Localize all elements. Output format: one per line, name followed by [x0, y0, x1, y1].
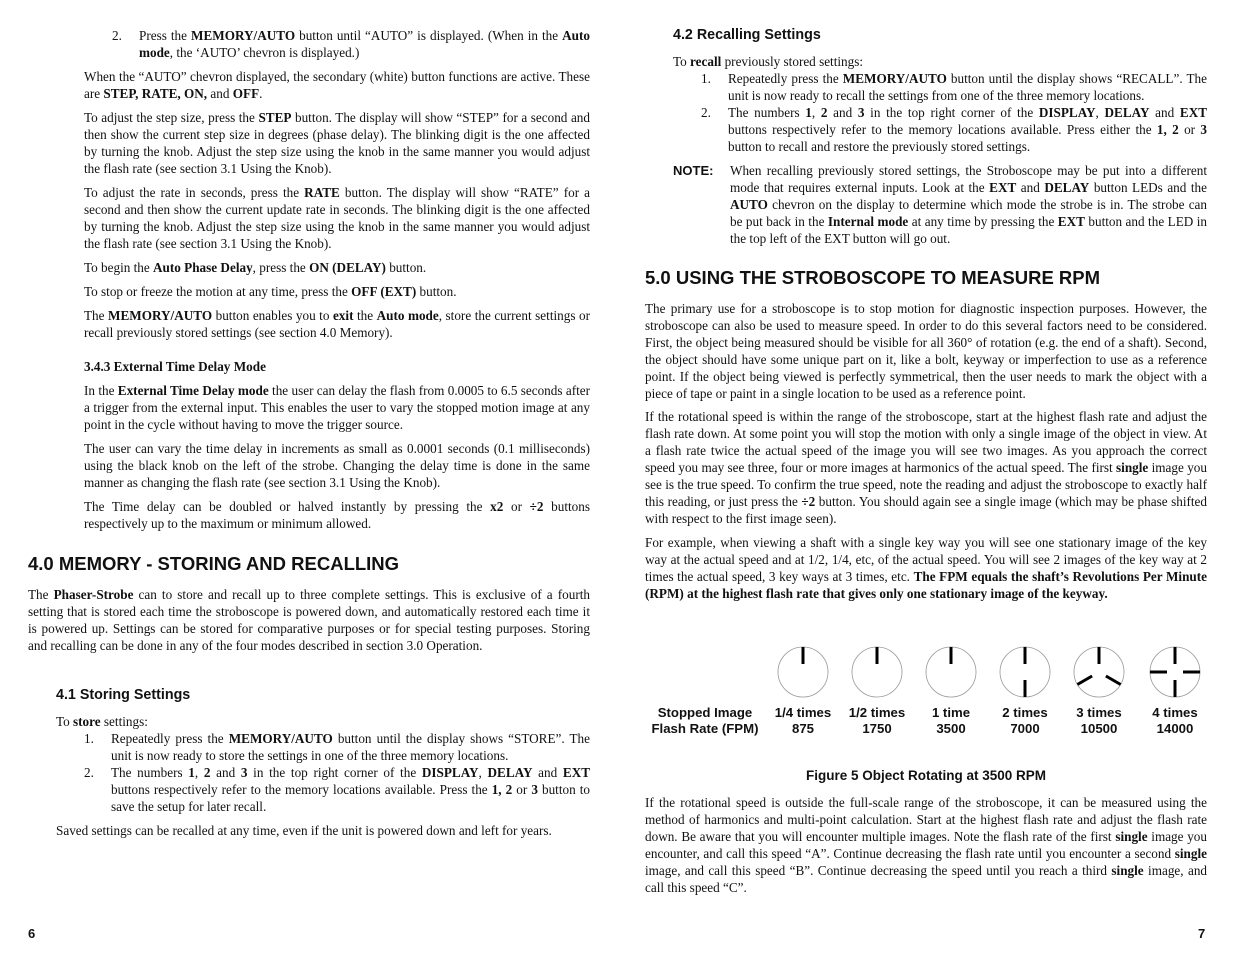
figure-label-line1: 1 time — [931, 705, 971, 720]
shaft-single-keyway-icon — [776, 645, 830, 699]
paragraph: When the “AUTO” chevron displayed, the secondary (white) button functions are active. These are STEP, RATE, ON, and OFF. — [84, 69, 590, 101]
paragraph: If the rotational speed is outside the full-scale range of the stroboscope, it can be measured using the method of harmonics and multi-point calculation. Start at the highest flash rate and adjust the flash rate down. Be aware that you will encounter multiple images. Note the flash rate of the first single image you encounter, and call this speed “A”. Continue decreasing the flash rate until you encounter a second single image, and call this speed “B”. Continue decreasing the speed until you reach a third single image, and call this speed “C”. — [645, 795, 1208, 895]
figure-label-line2: 875 — [791, 721, 814, 736]
section-heading-4-0: 4.0 MEMORY - STORING AND RECALLING — [28, 553, 400, 574]
figure-label-line1: Stopped Image — [657, 705, 753, 720]
figure-label-line2: 7000 — [1010, 721, 1040, 736]
section-heading-4-1: 4.1 Storing Settings — [56, 687, 191, 703]
paragraph: To store settings: — [56, 714, 148, 729]
figure-label-line2: 1750 — [862, 721, 892, 736]
list-number: 1. — [701, 71, 711, 86]
page-number-right: 7 — [1198, 926, 1206, 941]
shaft-four-keyways-icon — [1148, 645, 1202, 699]
figure-label-line2: 14000 — [1156, 721, 1194, 736]
shaft-single-keyway-icon — [924, 645, 978, 699]
list-number: 2. — [112, 28, 122, 43]
figure-label-line1: 1/2 times — [848, 705, 906, 720]
section-heading-4-2: 4.2 Recalling Settings — [673, 27, 821, 43]
paragraph: The Phaser-Strobe can to store and recall up to three complete settings. This is exclusive of a fourth setting that is stored each time the stroboscope is powered down, and automatically restored each time it is powered up. Settings can be stored for comparative purposes or for special testing purposes. Storing and recalling can be done in any of the four modes described in section 3.0 Operation. — [28, 587, 590, 653]
list-text: Repeatedly press the MEMORY/AUTO button until the display shows “RECALL”. The unit is now ready to recall the settings from one of the three memory locations. — [728, 71, 1207, 103]
paragraph: Saved settings can be recalled at any time, even if the unit is powered down and left for years. — [56, 823, 552, 838]
paragraph: In the External Time Delay mode the user can delay the flash from 0.0005 to 6.5 seconds after a trigger from the external input. This enables the user to vary the stopped motion image at any point in the cycle without having to move the trigger source. — [84, 383, 590, 432]
shaft-three-keyways-icon — [1072, 645, 1126, 699]
figure-caption: Figure 5 Object Rotating at 3500 RPM — [805, 768, 1047, 783]
paragraph: To adjust the step size, press the STEP button. The display will show “STEP” for a second and then show the current step size in degrees (phase delay). The blinking digit is the one affected by turning the knob. Adjust the step size using the knob in the same manner you would adjust the flash rate (see section 3.1 Using the Knob). — [84, 110, 590, 176]
figure-label-line2: 3500 — [936, 721, 966, 736]
shaft-single-keyway-icon — [850, 645, 904, 699]
paragraph: The primary use for a stroboscope is to stop motion for diagnostic inspection purposes. However, the stroboscope can also be used to measure speed. In order to do this several factors need to be considered. First, the object being measured should be visible for all 360° of rotation (e.g. the end of a shaft). Second, the object should have some unique part on it, like a bolt, keyway or imperfection to use as a reference point. If the object being viewed is perfectly symmetrical, then the user needs to mark the object with a piece of tape or paint in a single location to be used as a reference point. — [645, 301, 1207, 401]
paragraph: To stop or freeze the motion at any time, press the OFF (EXT) button. — [84, 284, 457, 299]
figure-item-four — [1130, 645, 1220, 737]
store-step-2 — [84, 764, 590, 815]
figure-label-line2: 10500 — [1080, 721, 1118, 736]
store-step-1 — [84, 730, 590, 764]
figure-5 — [645, 645, 1207, 740]
paragraph: The MEMORY/AUTO button enables you to exit the Auto mode, store the current settings or recall previously stored settings (see section 4.0 Memory). — [84, 308, 590, 340]
section-heading-5-0: 5.0 USING THE STROBOSCOPE TO MEASURE RPM — [645, 267, 1101, 288]
section-heading-3-4-3: 3.4.3 External Time Delay Mode — [84, 359, 266, 374]
note-text: When recalling previously stored settings, the Stroboscope may be put into a different mode that requires external inputs. Look at the EXT and DELAY button LEDs and the AUTO chevron on the display to determine which mode the strobe is in. The strobe can be put back in the Internal mode at any time by pressing the EXT button and the LED in the top left of the EXT button will go out. — [730, 163, 1208, 246]
auto-step-2 — [112, 27, 590, 61]
list-number: 2. — [84, 765, 94, 780]
figure-label-line2: Flash Rate (FPM) — [651, 721, 759, 736]
paragraph: The Time delay can be doubled or halved instantly by pressing the x2 or ÷2 buttons respectively up to the maximum or minimum allowed. — [84, 499, 590, 531]
list-text: Press the MEMORY/AUTO button until “AUTO” is displayed. (When in the Auto mode, the ‘AUTO’ chevron is displayed.) — [139, 28, 590, 60]
list-number: 2. — [701, 105, 711, 120]
paragraph: To begin the Auto Phase Delay, press the ON (DELAY) button. — [84, 260, 427, 275]
figure-label-line1: 2 times — [1002, 705, 1048, 720]
page-number-left: 6 — [28, 926, 36, 941]
paragraph: The user can vary the time delay in increments as small as 0.0001 seconds (0.1 milliseconds) using the black knob on the left of the strobe. Changing the delay time is done in the same manner as changing the flash rate (see section 3.1 Using the Knob). — [84, 441, 590, 490]
list-text: The numbers 1, 2 and 3 in the top right corner of the DISPLAY, DELAY and EXT buttons respectively refer to the memory locations available. Press either the 1, 2 or 3 button to recall and restore the previously stored settings. — [728, 105, 1208, 154]
figure-label-line1: 3 times — [1076, 705, 1122, 720]
recall-step-2 — [701, 104, 1207, 155]
note-block — [673, 162, 1207, 247]
figure-label-line1: 1/4 times — [774, 705, 832, 720]
list-number: 1. — [84, 731, 94, 746]
list-text: The numbers 1, 2 and 3 in the top right corner of the DISPLAY, DELAY and EXT buttons respectively refer to the memory locations available. Press the 1, 2 or 3 button to save the setup for later recall. — [111, 765, 591, 814]
shaft-two-keyways-icon — [998, 645, 1052, 699]
note-label: NOTE: — [673, 163, 714, 178]
paragraph: If the rotational speed is within the range of the stroboscope, start at the highest flash rate and adjust the flash rate down. At some point you will stop the motion with only a single image of the object in view. At a flash rate twice the actual speed of the image you will see two images. As you approach the correct speed you may see three, four or more images at harmonics of the actual speed. The first single image you see is the true speed. To confirm the true speed, note the reading and adjust the stroboscope to exactly half this reading, or just press the ÷2 button. You should again see a single image (which may be phase shifted with respect to the first image seen). — [645, 409, 1207, 526]
list-text: Repeatedly press the MEMORY/AUTO button until the display shows “STORE”. The unit is now ready to store the settings in one of the three memory locations. — [111, 731, 590, 763]
recall-step-1 — [701, 70, 1207, 104]
figure-label-column — [645, 705, 765, 737]
paragraph: For example, when viewing a shaft with a single key way you will see one stationary image of the key way at the actual speed and at 1/2, 1/4, etc, of the actual speed. You will see 2 images of the key way at 2 times the actual speed, 3 key ways at 3 times, etc. The FPM equals the shaft’s Revolutions Per Minute (RPM) at the highest flash rate that gives only one stationary image of the keyway. — [645, 535, 1207, 601]
paragraph: To adjust the rate in seconds, press the RATE button. The display will show “RATE” for a second and then show the current update rate in seconds. The blinking digit is the one affected by turning the knob. Adjust the step size using the knob in the same manner you would adjust the flash rate (see section 3.1 Using the Knob). — [84, 185, 591, 251]
paragraph: To recall previously stored settings: — [673, 54, 864, 69]
figure-label-line1: 4 times — [1152, 705, 1198, 720]
